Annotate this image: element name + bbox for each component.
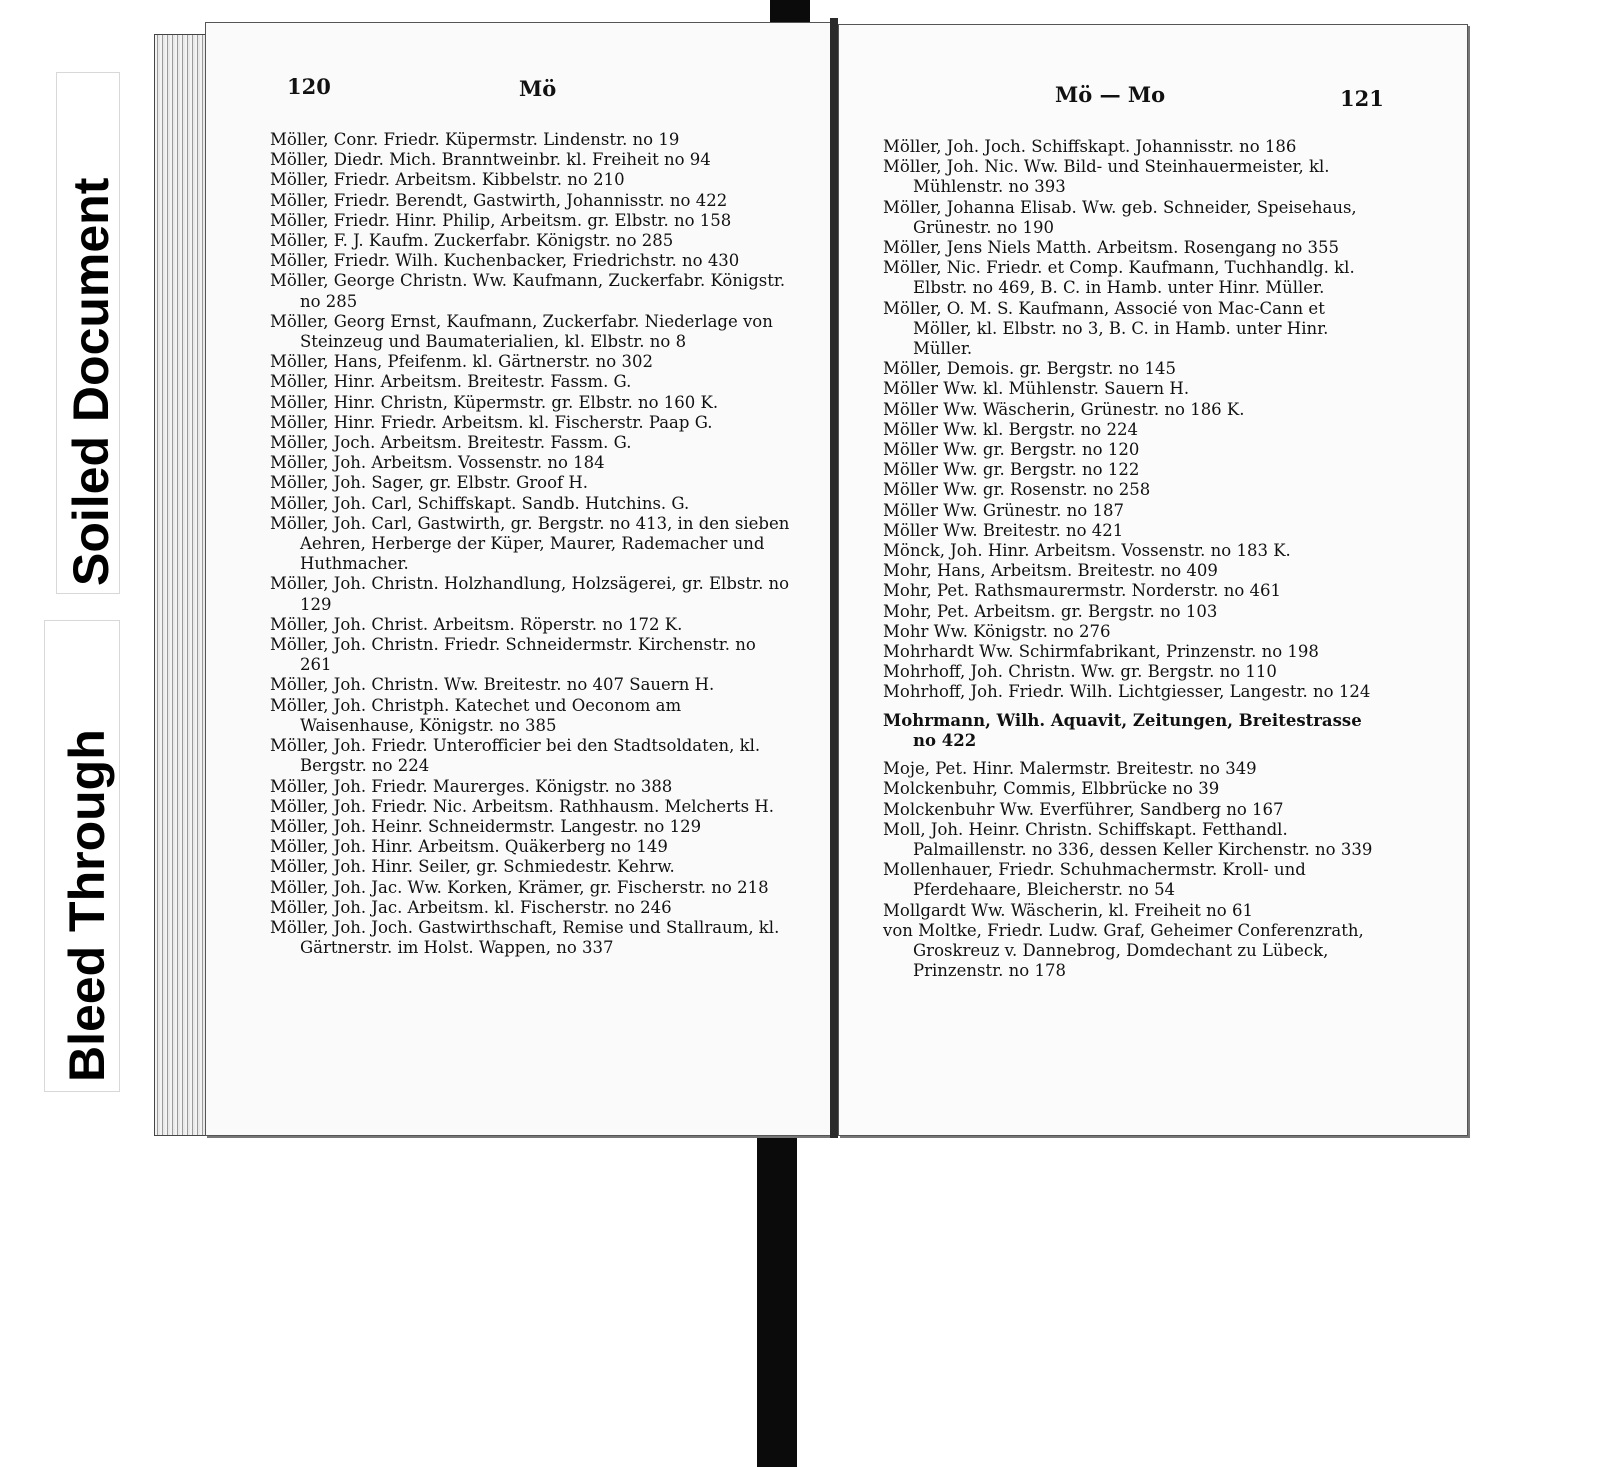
directory-entry: Möller, Joh. Hinr. Arbeitsm. Quäkerberg no 149 [270, 837, 668, 857]
directory-entry: Möller, Demois. gr. Bergstr. no 145 [883, 359, 1176, 379]
directory-entry: Möller Ww. kl. Bergstr. no 224 [883, 419, 1138, 439]
directory-entry: Möller, Joh. Friedr. Maurerges. Königstr. no 388 [270, 776, 673, 796]
directory-entry: Mohrhoff, Joh. Friedr. Wilh. Lichtgiesser, Langestr. no 124 [883, 682, 1371, 702]
right-page-number: 121 [1340, 86, 1384, 111]
directory-entry: Möller, F. J. Kaufm. Zuckerfabr. Königstr. no 285 [270, 231, 674, 251]
directory-entry: Mohrhardt Ww. Schirmfabrikant, Prinzenstr. no 198 [883, 642, 1319, 662]
directory-entry: Mohrmann, Wilh. Aquavit, Zeitungen, Breitestrasse no 422 [883, 710, 1362, 750]
directory-entry: Moje, Pet. Hinr. Malermstr. Breitestr. no 349 [883, 759, 1257, 779]
right-entry-list [883, 137, 1385, 981]
directory-entry: Möller, Joh. Arbeitsm. Vossenstr. no 184 [270, 453, 605, 473]
directory-entry: Mollgardt Ww. Wäscherin, kl. Freiheit no 61 [883, 900, 1253, 920]
directory-entry: Mohrhoff, Joh. Christn. Ww. gr. Bergstr. no 110 [883, 662, 1277, 682]
directory-entry: Möller, Joh. Christn. Friedr. Schneidermstr. Kirchenstr. no 261 [270, 635, 756, 675]
entry-spacer [883, 703, 1385, 711]
directory-entry: Möller, Hinr. Christn, Küpermstr. gr. Elbstr. no 160 K. [270, 392, 719, 412]
directory-entry: Möller, Joh. Hinr. Seiler, gr. Schmiedestr. Kehrw. [270, 857, 675, 877]
directory-entry: Möller Ww. gr. Bergstr. no 120 [883, 440, 1140, 460]
directory-entry: Molckenbuhr, Commis, Elbbrücke no 39 [883, 779, 1220, 799]
spine-shadow-top [770, 0, 810, 24]
directory-entry: Möller Ww. gr. Bergstr. no 122 [883, 460, 1140, 480]
directory-entry: Möller, Joh. Sager, gr. Elbstr. Groof H. [270, 473, 589, 493]
directory-entry: Möller, Joh. Christn. Ww. Breitestr. no 407 Sauern H. [270, 675, 715, 695]
directory-entry: Möller, O. M. S. Kaufmann, Associé von Mac-Cann et Möller, kl. Elbstr. no 3, B. C. in Hamb. unter Hinr. Müller. [883, 298, 1329, 359]
directory-entry: Möller, Hinr. Arbeitsm. Breitestr. Fassm. G. [270, 372, 632, 392]
directory-entry: Möller, Joh. Joch. Schiffskapt. Johannisstr. no 186 [883, 137, 1297, 156]
directory-entry: Mönck, Joh. Hinr. Arbeitsm. Vossenstr. no 183 K. [883, 541, 1291, 561]
directory-entry: Möller, Joh. Christph. Katechet und Oeconom am Waisenhause, Königstr. no 385 [270, 695, 682, 735]
left-page-number: 120 [287, 74, 331, 99]
directory-entry: Möller, Joh. Nic. Ww. Bild- und Steinhauermeister, kl. Mühlenstr. no 393 [883, 157, 1330, 197]
directory-entry: von Moltke, Friedr. Ludw. Graf, Geheimer Conferenzrath, Groskreuz v. Dannebrog, Domdechant zu Lübeck, Prinzenstr. no 178 [883, 920, 1364, 981]
directory-entry: Möller, Joh. Christ. Arbeitsm. Röperstr. no 172 K. [270, 614, 683, 634]
directory-entry: Mohr, Pet. Arbeitsm. gr. Bergstr. no 103 [883, 601, 1218, 621]
directory-entry: Möller, Joh. Friedr. Unterofficier bei den Stadtsoldaten, kl. Bergstr. no 224 [270, 736, 761, 776]
directory-entry: Möller, Joh. Jac. Ww. Korken, Krämer, gr. Fischerstr. no 218 [270, 877, 769, 897]
directory-entry: Mohr, Hans, Arbeitsm. Breitestr. no 409 [883, 561, 1218, 581]
directory-entry: Möller, Joh. Christn. Holzhandlung, Holzsägerei, gr. Elbstr. no 129 [270, 574, 790, 614]
left-page-heading: Mö [519, 76, 557, 101]
directory-entry: Möller, Georg Ernst, Kaufmann, Zuckerfabr. Niederlage von Steinzeug und Baumaterialien, kl. Elbstr. no 8 [270, 311, 773, 352]
directory-entry: Möller, Joh. Joch. Gastwirthschaft, Remise und Stallraum, kl. Gärtnerstr. im Holst. Wappen, no 337 [270, 917, 780, 958]
directory-entry: Möller, Friedr. Berendt, Gastwirth, Johannisstr. no 422 [270, 190, 728, 210]
directory-entry: Möller, Joh. Jac. Arbeitsm. kl. Fischerstr. no 246 [270, 897, 672, 917]
directory-entry: Möller Ww. Grünestr. no 187 [883, 500, 1124, 520]
directory-entry: Möller Ww. gr. Rosenstr. no 258 [883, 480, 1151, 500]
directory-entry: Möller, Jens Niels Matth. Arbeitsm. Rosengang no 355 [883, 238, 1339, 258]
directory-entry: Möller, Diedr. Mich. Branntweinbr. kl. Freiheit no 94 [270, 150, 711, 170]
directory-entry: Mohr Ww. Königstr. no 276 [883, 621, 1111, 641]
directory-entry: Möller Ww. Breitestr. no 421 [883, 520, 1124, 540]
directory-entry: Möller, Conr. Friedr. Küpermstr. Lindenstr. no 19 [270, 130, 680, 149]
directory-entry: Möller, Friedr. Wilh. Kuchenbacker, Friedrichstr. no 430 [270, 251, 740, 271]
directory-entry: Molckenbuhr Ww. Everführer, Sandberg no 167 [883, 799, 1284, 819]
directory-entry: Möller, Joh. Heinr. Schneidermstr. Langestr. no 129 [270, 816, 702, 836]
directory-entry: Mollenhauer, Friedr. Schuhmachermstr. Kroll- und Pferdehaare, Bleicherstr. no 54 [883, 860, 1306, 900]
soiled-document-label: Soiled Document [63, 177, 119, 586]
directory-entry: Möller, Joh. Carl, Schiffskapt. Sandb. Hutchins. G. [270, 493, 690, 513]
directory-entry: Möller, Nic. Friedr. et Comp. Kaufmann, Tuchhandlg. kl. Elbstr. no 469, B. C. in Hamb. unter Hinr. Müller. [883, 258, 1355, 298]
directory-entry: Möller, Friedr. Hinr. Philip, Arbeitsm. gr. Elbstr. no 158 [270, 210, 732, 230]
directory-entry: Möller, Joh. Friedr. Nic. Arbeitsm. Rathhausm. Melcherts H. [270, 796, 774, 816]
bleed-through-label: Bleed Through [59, 729, 115, 1082]
directory-entry: Möller, Joh. Carl, Gastwirth, gr. Bergstr. no 413, in den sieben Aehren, Herberge der Küper, Maurer, Rademacher und Huthmacher. [270, 513, 790, 574]
spine-shadow-bottom [757, 1130, 797, 1467]
directory-entry: Möller, Friedr. Arbeitsm. Kibbelstr. no 210 [270, 170, 625, 190]
directory-entry: Moll, Joh. Heinr. Christn. Schiffskapt. Fetthandl. Palmaillenstr. no 336, dessen Keller Kirchenstr. no 339 [883, 819, 1373, 859]
directory-entry: Möller, George Christn. Ww. Kaufmann, Zuckerfabr. Königstr. no 285 [270, 271, 786, 311]
directory-entry: Möller, Hans, Pfeifenm. kl. Gärtnerstr. no 302 [270, 352, 653, 372]
right-page-heading: Mö — Mo [1055, 82, 1166, 107]
directory-entry: Möller Ww. Wäscherin, Grünestr. no 186 K. [883, 399, 1245, 419]
directory-entry: Möller, Joch. Arbeitsm. Breitestr. Fassm. G. [270, 433, 632, 453]
directory-entry: Möller Ww. kl. Mühlenstr. Sauern H. [883, 379, 1190, 399]
entry-spacer [883, 751, 1385, 759]
directory-entry: Mohr, Pet. Rathsmaurermstr. Norderstr. no 461 [883, 581, 1282, 601]
book-gutter [830, 18, 838, 1138]
directory-entry: Möller, Hinr. Friedr. Arbeitsm. kl. Fischerstr. Paap G. [270, 412, 713, 432]
directory-entry: Möller, Johanna Elisab. Ww. geb. Schneider, Speisehaus, Grünestr. no 190 [883, 197, 1357, 237]
left-entry-list [270, 130, 792, 958]
